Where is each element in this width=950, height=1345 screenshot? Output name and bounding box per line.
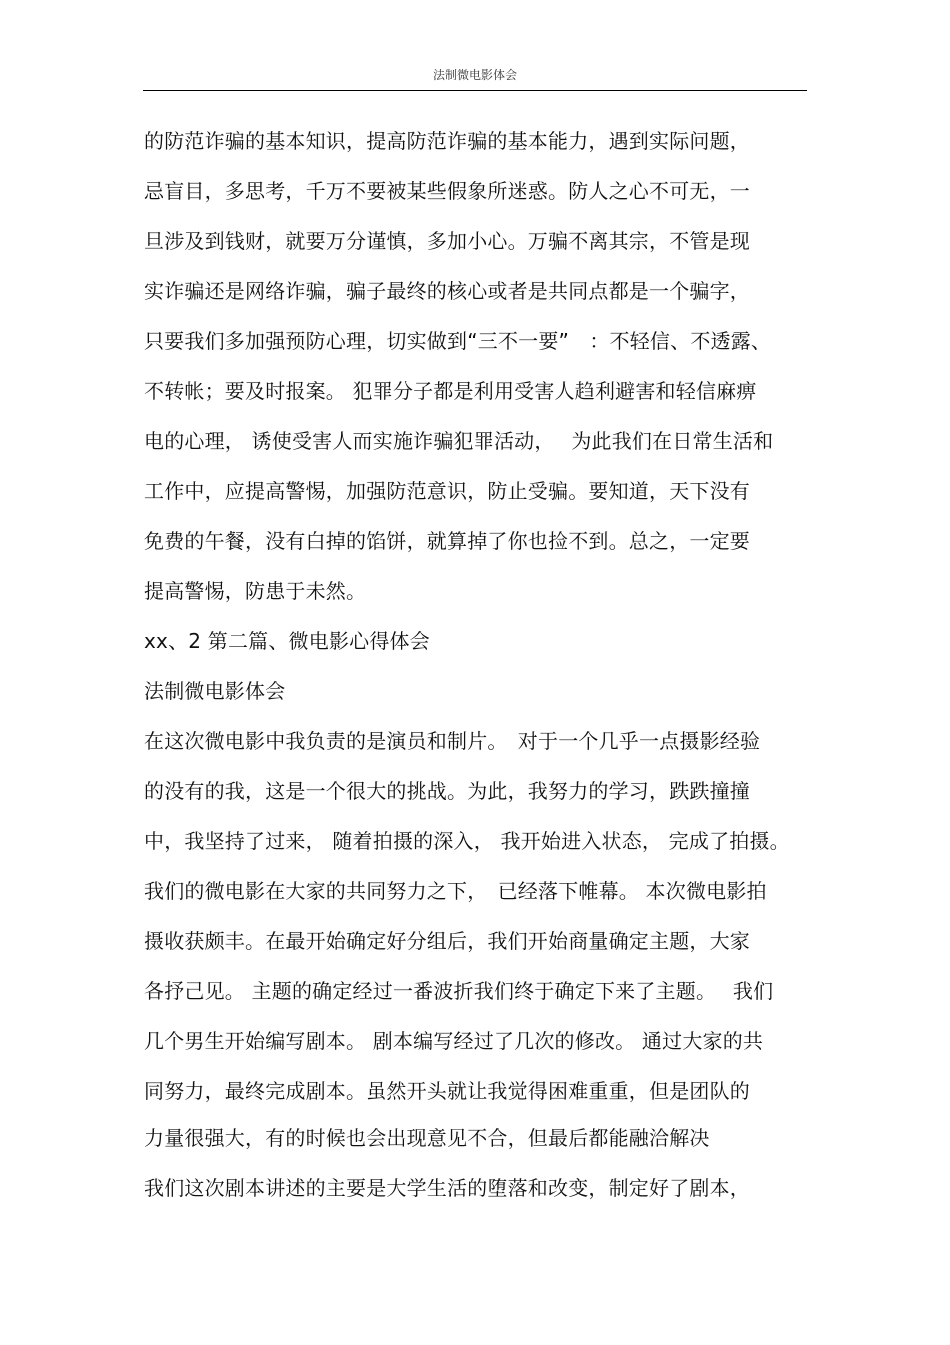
body-line: 不转帐；要及时报案。 犯罪分子都是利用受害人趋利避害和轻信麻痹 [144,379,757,403]
body-line: 实诈骗还是网络诈骗，骗子最终的核心或者是共同点都是一个骗字， [144,279,750,303]
body-line: 免费的午餐，没有白掉的馅饼，就算掉了你也捡不到。总之，一定要 [144,529,750,553]
section-heading: xx、2 第二篇、微电影心得体会 [144,629,430,653]
body-line: 中，我坚持了过来， 随着拍摄的深入， 我开始进入状态， 完成了拍摄。 [144,829,790,853]
body-line: 提高警惕，防患于未然。 [144,579,367,603]
page-header-title: 法制微电影体会 [432,68,517,82]
body-line: 的没有的我，这是一个很大的挑战。为此，我努力的学习，跌跌撞撞 [144,779,750,803]
body-line: 我们这次剧本讲述的主要是大学生活的堕落和改变，制定好了剧本， [144,1176,750,1200]
body-line: 在这次微电影中我负责的是演员和制片。 对于一个几乎一点摄影经验 [144,729,761,753]
body-line: 力量很强大，有的时候也会出现意见不合，但最后都能融洽解决 [144,1126,710,1150]
body-line: 忌盲目，多思考，千万不要被某些假象所迷惑。防人之心不可无，一 [144,179,750,203]
body-line: 各抒己见。 主题的确定经过一番波折我们终于确定下来了主题。 我们 [144,979,774,1003]
body-line: 工作中，应提高警惕，加强防范意识，防止受骗。要知道，天下没有 [144,479,750,503]
body-line: 的防范诈骗的基本知识，提高防范诈骗的基本能力，遇到实际问题， [144,129,750,153]
section-subtitle: 法制微电影体会 [144,679,286,703]
body-line: 旦涉及到钱财，就要万分谨慎，多加小心。万骗不离其宗，不管是现 [144,229,750,253]
body-line: 摄收获颇丰。在最开始确定好分组后，我们开始商量确定主题，大家 [144,929,750,953]
body-line: 只要我们多加强预防心理，切实做到“三不一要” ：不轻信、不透露、 [144,329,772,353]
header-divider [143,90,807,91]
body-line: 电的心理， 诱使受害人而实施诈骗犯罪活动， 为此我们在日常生活和 [144,429,774,453]
body-line: 同努力，最终完成剧本。虽然开头就让我觉得困难重重，但是团队的 [144,1079,750,1103]
body-line: 我们的微电影在大家的共同努力之下， 已经落下帷幕。 本次微电影拍 [144,879,767,903]
body-line: 几个男生开始编写剧本。 剧本编写经过了几次的修改。 通过大家的共 [144,1029,764,1053]
